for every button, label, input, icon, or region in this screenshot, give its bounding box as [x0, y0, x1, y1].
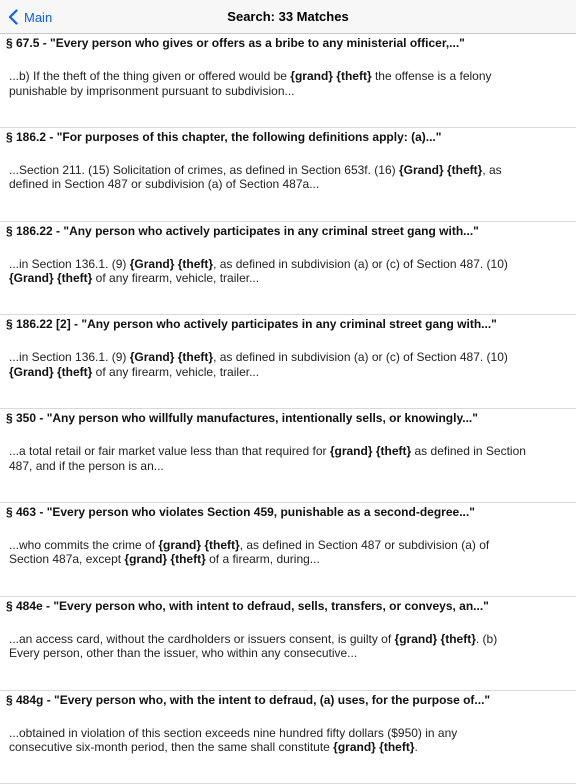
- page-title: Search: 33 Matches: [227, 9, 349, 24]
- result-snippet: [9, 538, 564, 567]
- snippet-text: of any firearm, vehicle, trailer...: [92, 271, 260, 286]
- snippet-text: , as defined in subdivision (a) or (c) of Section 487. (10): [213, 350, 508, 365]
- result-snippet: [9, 726, 564, 755]
- snippet-text: ...a total retail or fair market value less than that required for: [9, 444, 330, 459]
- snippet-line: [9, 177, 564, 192]
- match-highlight: {Grand} {theft}: [129, 350, 214, 365]
- snippet-text: , as defined in Section 487 or subdivision (a) of: [239, 537, 490, 552]
- snippet-text: ...in Section 136.1. (9): [9, 350, 130, 365]
- snippet-line: [9, 552, 564, 567]
- search-result-row[interactable]: [0, 503, 576, 597]
- snippet-text: consecutive six-month period, then the same shall constitute: [9, 740, 334, 755]
- snippet-text: ...b) If the theft of the thing given or offered would be: [9, 69, 291, 83]
- search-result-row[interactable]: [0, 315, 576, 409]
- snippet-text: .: [414, 740, 418, 755]
- result-title: § 484e - "Every person who, with intent to defraud, sells, transfers, or conveys, an...": [6, 598, 489, 613]
- snippet-line: [9, 459, 564, 474]
- search-result-row[interactable]: [0, 691, 576, 784]
- match-highlight: {grand} {theft}: [329, 444, 412, 459]
- result-title: § 350 - "Any person who willfully manufactures, intentionally sells, or knowingly...": [6, 411, 478, 426]
- result-title: § 186.22 - "Any person who actively participates in any criminal street gang with...": [6, 223, 479, 238]
- snippet-text: 487, and if the person is an...: [9, 458, 164, 473]
- result-snippet: [9, 444, 564, 473]
- snippet-text: of any firearm, vehicle, trailer...: [92, 364, 260, 379]
- match-highlight: {grand} {theft}: [158, 537, 240, 552]
- snippet-line: [9, 726, 564, 741]
- snippet-line: [9, 69, 564, 84]
- match-highlight: {Grand} {theft}: [129, 256, 214, 271]
- search-result-row[interactable]: [0, 597, 576, 691]
- snippet-text: ...in Section 136.1. (9): [9, 256, 130, 271]
- snippet-line: [9, 257, 564, 272]
- match-highlight: {Grand} {theft}: [9, 271, 93, 286]
- result-title: § 186.22 [2] - "Any person who actively participates in any criminal street gang with...": [6, 317, 497, 332]
- snippet-text: as defined in Section: [411, 444, 526, 459]
- snippet-text: Every person, other than the issuer, who within any consecutive...: [9, 646, 358, 661]
- snippet-text: defined in Section 487 or subdivision (a) of Section 487a...: [9, 177, 320, 192]
- snippet-text: , as: [482, 162, 502, 177]
- result-snippet: [9, 632, 564, 661]
- snippet-line: [9, 646, 564, 661]
- snippet-text: . (b): [475, 631, 498, 646]
- match-highlight: {grand} {theft}: [333, 740, 415, 755]
- search-result-row[interactable]: [0, 34, 576, 128]
- snippet-text: , as defined in subdivision (a) or (c) of Section 487. (10): [213, 256, 508, 271]
- snippet-text: Section 487a, except: [9, 552, 125, 567]
- snippet-line: [9, 538, 564, 553]
- snippet-text: the offense is a felony: [371, 69, 492, 83]
- result-title: § 484g - "Every person who, with the intent to defraud, (a) uses, for the purpose of...": [6, 692, 491, 707]
- snippet-line: [9, 271, 564, 286]
- result-title: § 463 - "Every person who violates Section 459, punishable as a second-degree...": [6, 504, 475, 519]
- match-highlight: {grand} {theft}: [394, 631, 476, 646]
- result-title: § 67.5 - "Every person who gives or offers as a bribe to any ministerial officer,...": [6, 36, 465, 50]
- match-highlight: {grand} {theft}: [290, 69, 372, 83]
- match-highlight: {Grand} {theft}: [9, 364, 93, 379]
- search-results-list: [0, 34, 576, 784]
- snippet-text: ...Section 211. (15) Solicitation of crimes, as defined in Section 653f. (16): [9, 162, 399, 177]
- search-result-row[interactable]: [0, 222, 576, 316]
- snippet-line: [9, 632, 564, 647]
- snippet-line: [9, 163, 564, 178]
- snippet-line: [9, 350, 564, 365]
- snippet-text: ...obtained in violation of this section exceeds nine hundred fifty dollars ($950) in any: [9, 725, 458, 740]
- snippet-line: [9, 365, 564, 380]
- back-button-label: Main: [24, 9, 53, 25]
- result-title: § 186.2 - "For purposes of this chapter, the following definitions apply: (a)...": [6, 129, 442, 144]
- snippet-line: [9, 84, 564, 99]
- result-snippet: [9, 350, 564, 379]
- snippet-text: punishable by imprisonment pursuant to subdivision...: [9, 83, 295, 98]
- snippet-line: [9, 740, 564, 755]
- result-snippet: [9, 163, 564, 192]
- result-snippet: [9, 69, 564, 98]
- match-highlight: {Grand} {theft}: [398, 162, 483, 177]
- result-snippet: [9, 257, 564, 286]
- navigation-bar: [0, 0, 576, 34]
- snippet-text: ...who commits the crime of: [9, 537, 159, 552]
- match-highlight: {grand} {theft}: [124, 552, 206, 567]
- search-result-row[interactable]: [0, 128, 576, 222]
- snippet-text: ...an access card, without the cardholders or issuers consent, is guilty of: [9, 631, 395, 646]
- snippet-text: of a firearm, during...: [205, 552, 320, 567]
- snippet-line: [9, 444, 564, 459]
- search-result-row[interactable]: [0, 409, 576, 503]
